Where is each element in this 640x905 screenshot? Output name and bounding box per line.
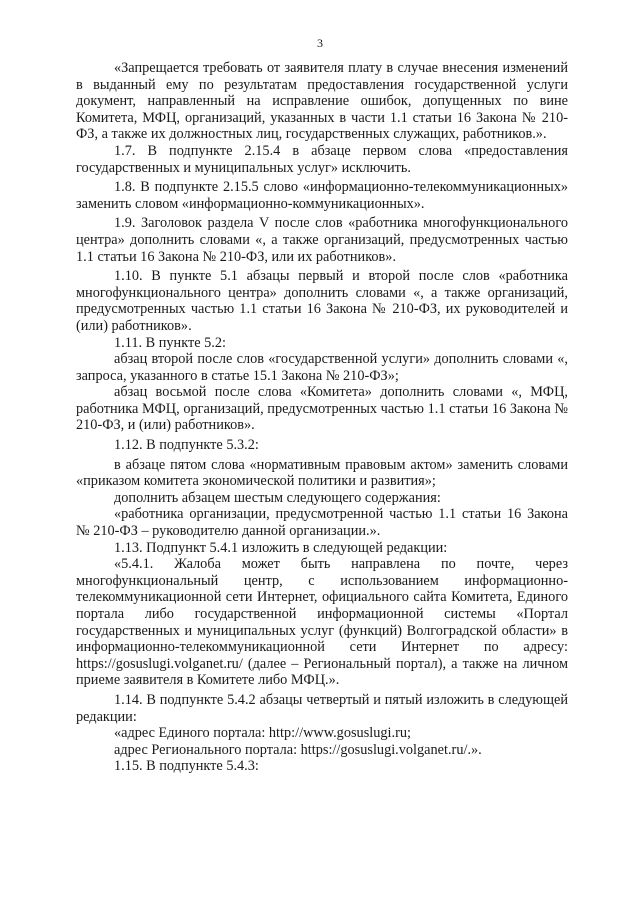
document-body: [76, 60, 568, 775]
page-number: 3: [317, 36, 323, 50]
paragraph-1-10: 1.10. В пункте 5.1 абзацы первый и второй после слов «работника многофункционального центра» дополнить словами «, а также организаций, предусмотренных частью 1.1 статьи 16 Закона № 210-ФЗ, их руководителей и (или) работников».: [76, 268, 568, 334]
paragraph-1-15: 1.15. В подпункте 5.4.3:: [114, 758, 259, 775]
paragraph-1-14-a: «адрес Единого портала: http://www.gosuslugi.ru;: [114, 725, 411, 742]
paragraph-1-12-c: «работника организации, предусмотренной частью 1.1 статьи 16 Закона № 210-ФЗ – руководителю данной организации.».: [76, 506, 568, 540]
paragraph-1-8: 1.8. В подпункте 2.15.5 слово «информационно-телекоммуникационных» заменить словом «информационно-коммуникационных».: [76, 179, 568, 212]
paragraph-1-11-a: абзац второй после слов «государственной услуги» дополнить словами «, запроса, указанного в статье 15.1 Закона № 210-ФЗ»;: [76, 351, 568, 384]
paragraph-1-6-quote: «Запрещается требовать от заявителя плату в случае внесения изменений в выданный ему по результатам предоставления государственной услуги документ, направленный на исправление ошибок, допущенных по вине Комитета, МФЦ, организаций, указанных в части 1.1 статьи 16 Закона № 210-ФЗ, а также их должностных лиц, государственных служащих, работников.».: [76, 60, 568, 143]
paragraph-1-9: 1.9. Заголовок раздела V после слов «работника многофункционального центра» дополнить словами «, а также организаций, предусмотренных частью 1.1 статьи 16 Закона № 210-ФЗ, или их работников».: [76, 215, 568, 265]
paragraph-1-12-a: в абзаце пятом слова «нормативным правовым актом» заменить словами «приказом комитета экономической политики и развития»;: [76, 456, 568, 490]
paragraph-1-11-b: абзац восьмой после слова «Комитета» дополнить словами «, МФЦ, работника МФЦ, организаций, предусмотренных частью 1.1 статьи 16 Закона № 210-ФЗ, и (или) работников».: [76, 384, 568, 434]
paragraph-1-7: 1.7. В подпункте 2.15.4 в абзаце первом слова «предоставления государственных и муниципальных услуг» исключить.: [76, 142, 568, 176]
paragraph-1-13: 1.13. Подпункт 5.4.1 изложить в следующей редакции:: [114, 539, 448, 556]
paragraph-1-12: 1.12. В подпункте 5.3.2:: [114, 437, 259, 454]
paragraph-1-14-b: адрес Регионального портала: https://gosuslugi.volganet.ru/.».: [114, 741, 482, 758]
paragraph-1-13-quote: «5.4.1. Жалоба может быть направлена по почте, через многофункциональный центр, с использованием информационно-телекоммуникационной сети Интернет, официального сайта Комитета, Единого портала либо государственной информационной системы «Портал государственных и муниципальных услуг (функций) Волгоградской области» в информационно-телекоммуникационной сети Интернет по адресу: https://gosuslugi.volganet.ru/ (далее – Региональный портал), а также на личном приеме заявителя в Комитете либо МФЦ.».: [76, 556, 568, 689]
paragraph-1-11: 1.11. В пункте 5.2:: [114, 334, 226, 351]
paragraph-1-14: 1.14. В подпункте 5.4.2 абзацы четвертый и пятый изложить в следующей редакции:: [76, 691, 568, 725]
paragraph-1-12-b: дополнить абзацем шестым следующего содержания:: [114, 489, 441, 506]
